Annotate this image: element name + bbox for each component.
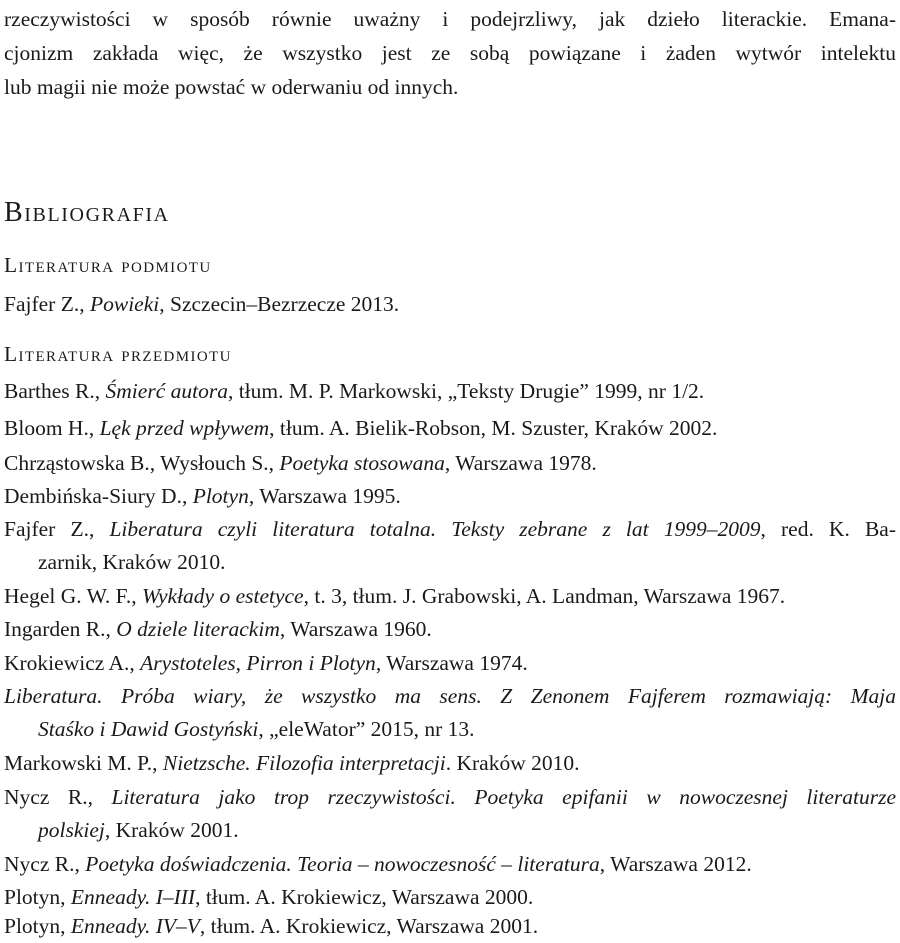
bibliography-entry: Hegel G. W. F., Wykłady o estetyce, t. 3, tłum. J. Grabowski, A. Landman, Warszawa 1967.: [4, 584, 786, 608]
bibliography-entry: Fajfer Z., Powieki, Szczecin–Bezrzecze 2013.: [4, 292, 400, 316]
bibliography-entry: Ingarden R., O dziele literackim, Warszawa 1960.: [4, 617, 432, 641]
bibliography-entry: Krokiewicz A., Arystoteles, Pirron i Plotyn, Warszawa 1974.: [4, 651, 528, 675]
bibliography-entry: Plotyn, Enneady. I–III, tłum. A. Krokiewicz, Warszawa 2000.: [4, 885, 534, 909]
intro-line: rzeczywistości w sposób równie uważny i podejrzliwy, jak dzieło literackie. Emana-: [4, 7, 896, 31]
intro-paragraph: [4, 0, 896, 104]
intro-line: lub magii nie może powstać w oderwaniu od innych.: [4, 75, 459, 99]
bibliography-entry: Nycz R., Literatura jako trop rzeczywistości. Poetyka epifanii w nowoczesnej literaturze polskiej, Kraków 2001.: [4, 785, 897, 842]
section-heading-primary: Literatura podmiotu: [4, 253, 212, 277]
bibliography-entry: Liberatura. Próba wiary, że wszystko ma sens. Z Zenonem Fajferem rozmawiają: Maja Staśko i Dawid Gostyński, „eleWator” 2015, nr 13.: [4, 684, 896, 741]
bibliography-entry: Fajfer Z., Liberatura czyli literatura totalna. Teksty zebrane z lat 1999–2009, red. K. Ba- zarnik, Kraków 2010.: [4, 517, 896, 574]
bibliography-entry: Dembińska-Siury D., Plotyn, Warszawa 1995.: [4, 484, 401, 508]
bibliography-entry: Markowski M. P., Nietzsche. Filozofia interpretacji. Kraków 2010.: [4, 751, 580, 775]
bibliography-entry: Plotyn, Enneady. IV–V, tłum. A. Krokiewicz, Warszawa 2001.: [4, 914, 539, 938]
bibliography-entry: Chrząstowska B., Wysłouch S., Poetyka stosowana, Warszawa 1978.: [4, 451, 597, 475]
bibliography-entry: Bloom H., Lęk przed wpływem, tłum. A. Bielik-Robson, M. Szuster, Kraków 2002.: [4, 416, 718, 440]
bibliography-heading: Bibliografia: [4, 197, 170, 228]
bibliography-entry: Barthes R., Śmierć autora, tłum. M. P. Markowski, „Teksty Drugie” 1999, nr 1/2.: [4, 379, 705, 403]
intro-line: cjonizm zakłada więc, że wszystko jest ze sobą powiązane i żaden wytwór intelektu: [4, 41, 896, 65]
section-heading-secondary: Literatura przedmiotu: [4, 342, 232, 366]
bibliography-entry: Nycz R., Poetyka doświadczenia. Teoria – nowoczesność – literatura, Warszawa 2012.: [4, 852, 752, 876]
